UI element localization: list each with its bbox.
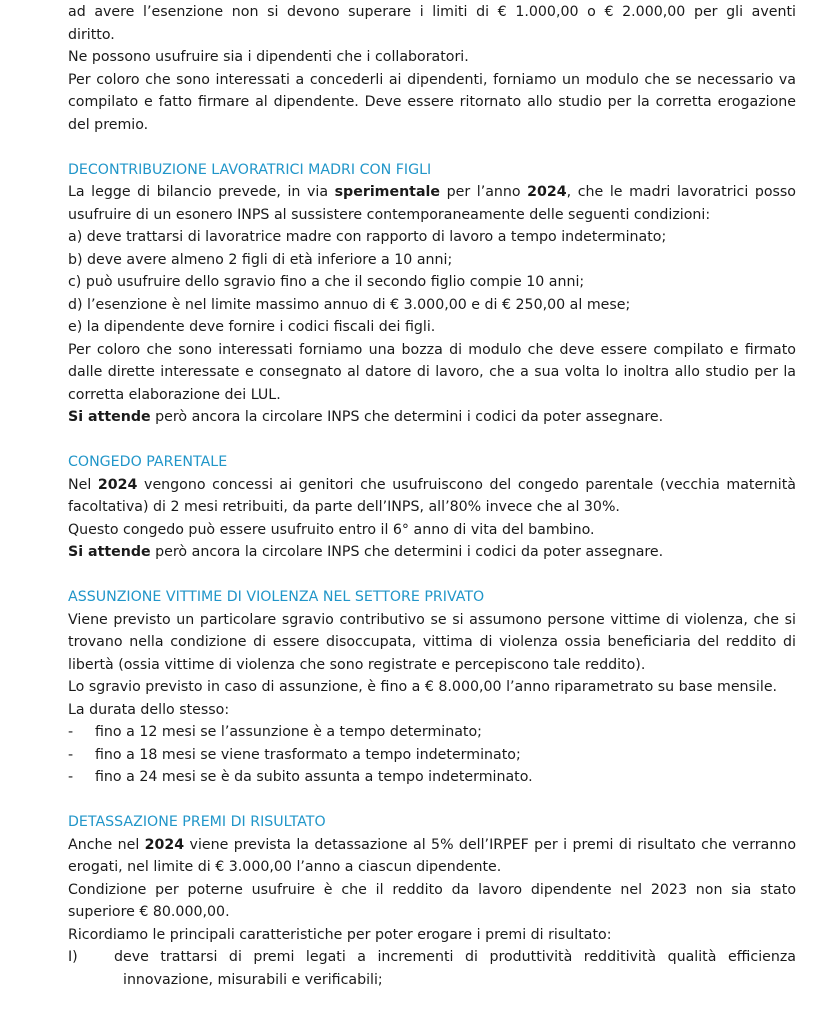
dash-bullet: - [68,724,74,740]
condition-item-b: b) deve avere almeno 2 figli di età inferiore a 10 anni; [68,251,453,268]
intro-line-2: diritto. [68,26,115,43]
decontribuzione-paragraph-1: La legge di bilancio prevede, in via sperimentale per l’anno 2024, che le madri lavoratrici posso usufruire di un esonero INPS al sussistere contemporaneamente delle seguenti condizioni: [68,184,796,223]
assunzione-paragraph-1: Viene previsto un particolare sgravio contributivo se si assumono persone vittime di violenza, che si trovano nella condizione di essere disoccupata, vittima di violenza ossia beneficiaria del reddito di libertà (ossia vittime di violenza che sono registrate e percepiscono tale reddito). [68,611,796,673]
section-heading-congedo: CONGEDO PARENTALE [68,454,228,470]
roman-numeral: I) [68,949,78,965]
condition-item-d: d) l’esenzione è nel limite massimo annuo di € 3.000,00 e di € 250,00 al mese; [68,296,631,313]
section-heading-detassazione: DETASSAZIONE PREMI DI RISULTATO [68,814,326,830]
section-heading-decontribuzione: DECONTRIBUZIONE LAVORATRICI MADRI CON FIGLI [68,161,432,178]
congedo-paragraph-1: Nel 2024 vengono concessi ai genitori che usufruiscono del congedo parentale (vecchia maternità facoltativa) di 2 mesi retribuiti, da parte dell’INPS, all’80% invece che al 30%. [68,476,796,515]
document-page [68,1,796,991]
decontribuzione-paragraph-2: Per coloro che sono interessati forniamo una bozza di modulo che deve essere compilato e firmato dalle dirette interessate e consegnato al datore di lavoro, che a sua volta lo inoltra allo studio per la corretta elaborazione dei LUL. [68,341,796,403]
dash-bullet: - [68,746,74,763]
congedo-paragraph-3: Si attende però ancora la circolare INPS che determini i codici da poter assegnare. [68,544,664,560]
detassazione-paragraph-2: Condizione per poterne usufruire è che il reddito da lavoro dipendente nel 2023 non sia stato superiore € 80.000,00. [68,881,796,920]
detassazione-paragraph-1: Anche nel 2024 viene prevista la detassazione al 5% dell’IRPEF per i premi di risultato che verranno erogati, nel limite di € 3.000,00 l’anno a ciascun dipendente. [68,836,796,875]
duration-item-12: - fino a 12 mesi se l’assunzione è a tempo determinato; [68,721,796,744]
decontribuzione-paragraph-3: Si attende però ancora la circolare INPS che determini i codici da poter assegnare. [68,409,664,425]
duration-item-18: - fino a 18 mesi se viene trasformato a tempo indeterminato; [68,744,796,767]
condition-item-c: c) può usufruire dello sgravio fino a che il secondo figlio compie 10 anni; [68,274,585,290]
assunzione-paragraph-3: La durata dello stesso: [68,701,230,718]
condition-item-e: e) la dipendente deve fornire i codici fiscali dei figli. [68,319,436,335]
intro-paragraph-3: Per coloro che sono interessati a concederli ai dipendenti, forniamo un modulo che se necessario va compilato e fatto firmare al dipendente. Deve essere ritornato allo studio per la corretta erogazione del premio. [68,71,796,133]
congedo-paragraph-2: Questo congedo può essere usufruito entro il 6° anno di vita del bambino. [68,521,595,538]
intro-paragraph-2: Ne possono usufruire sia i dipendenti che i collaboratori. [68,49,469,65]
section-heading-assunzione: ASSUNZIONE VITTIME DI VIOLENZA NEL SETTORE PRIVATO [68,589,485,605]
assunzione-paragraph-2: Lo sgravio previsto in caso di assunzione, è fino a € 8.000,00 l’anno riparametrato su base mensile. [68,679,778,695]
dash-bullet: - [68,769,74,785]
intro-line-1: ad avere l’esenzione non si devono superare i limiti di € 1.000,00 o € 2.000,00 per gli aventi [68,4,796,20]
duration-item-24: - fino a 24 mesi se è da subito assunta a tempo indeterminato. [68,766,796,789]
roman-list-item-1: I) deve trattarsi di premi legati a incrementi di produttività redditività qualità efficienza innovazione, misurabili e verificabili; [68,946,796,991]
detassazione-paragraph-3: Ricordiamo le principali caratteristiche per poter erogare i premi di risultato: [68,926,612,943]
condition-item-a: a) deve trattarsi di lavoratrice madre con rapporto di lavoro a tempo indeterminato; [68,229,667,245]
